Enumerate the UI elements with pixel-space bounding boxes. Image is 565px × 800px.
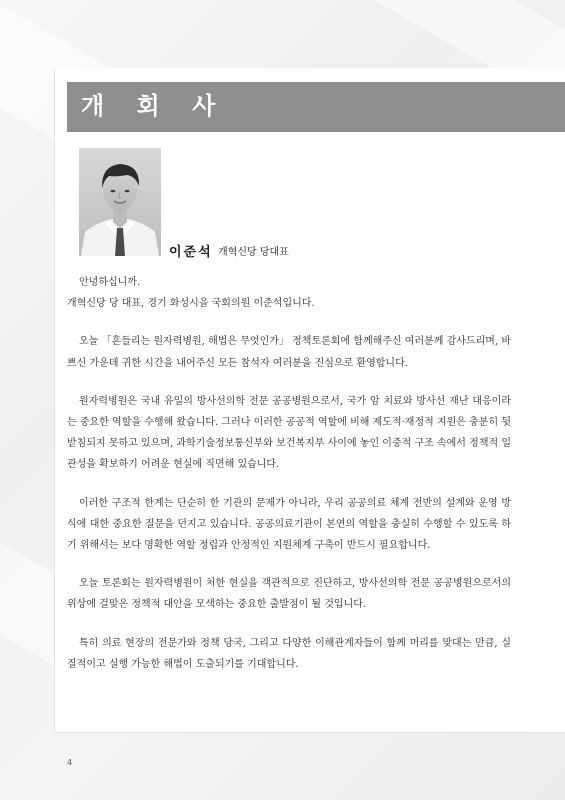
paragraph: 오늘 토론회는 원자력병원이 처한 현실을 객관적으로 진단하고, 방사선의학 전문 공공병원으로서의 위상에 걸맞은 정책적 대안을 모색하는 중요한 출발점이 될 것입니다. <box>67 578 511 611</box>
speech-body <box>67 272 511 692</box>
section-header-bar <box>67 82 565 132</box>
paragraph-greeting: 안녕하십니까. 개혁신당 당 대표, 경기 화성시을 국회의원 이준석입니다. <box>67 277 315 310</box>
speaker-title: 개혁신당 당대표 <box>218 247 289 258</box>
page-number: 4 <box>67 758 73 767</box>
document-page <box>55 68 565 732</box>
paragraph: 특히 의료 현장의 전문가와 정책 당국, 그리고 다양한 이해관계자들이 함께 머리를 맞대는 만큼, 실질적이고 실행 가능한 해법이 도출되기를 기대합니다. <box>67 637 511 670</box>
paragraph: 오늘 「흔들리는 원자력병원, 해법은 무엇인가」 정책토론회에 함께해주신 여러분께 감사드리며, 바쁘신 가운데 귀한 시간을 내어주신 모든 참석자 여러분을 진심으로 환영합니다. <box>67 336 511 369</box>
paragraph: 원자력병원은 국내 유일의 방사선의학 전문 공공병원으로서, 국가 암 치료와 방사선 재난 대응이라는 중요한 역할을 수행해 왔습니다. 그러나 이러한 공공적 역할에 비해 제도적·재정적 지원은 충분히 뒷받침되지 못하고 있으며, 과학기술정보통신부와 보건복지부 사이에 놓인 이중적 구조 속에서 정책적 일관성을 확보하기 어려운 현실에 직면해 있습니다. <box>67 395 511 471</box>
paragraph: 이러한 구조적 한계는 단순히 한 기관의 문제가 아니라, 우리 공공의료 체계 전반의 설계와 운영 방식에 대한 중요한 질문을 던지고 있습니다. 공공의료기관이 본연의 역할을 충실히 수행할 수 있도록 하기 위해서는 보다 명확한 역할 정립과 안정적인 지원체계 구축이 반드시 필요합니다. <box>67 497 511 552</box>
section-title: 개 회 사 <box>81 92 228 120</box>
speaker-photo <box>79 148 161 256</box>
speaker-name: 이준석 <box>169 245 213 260</box>
